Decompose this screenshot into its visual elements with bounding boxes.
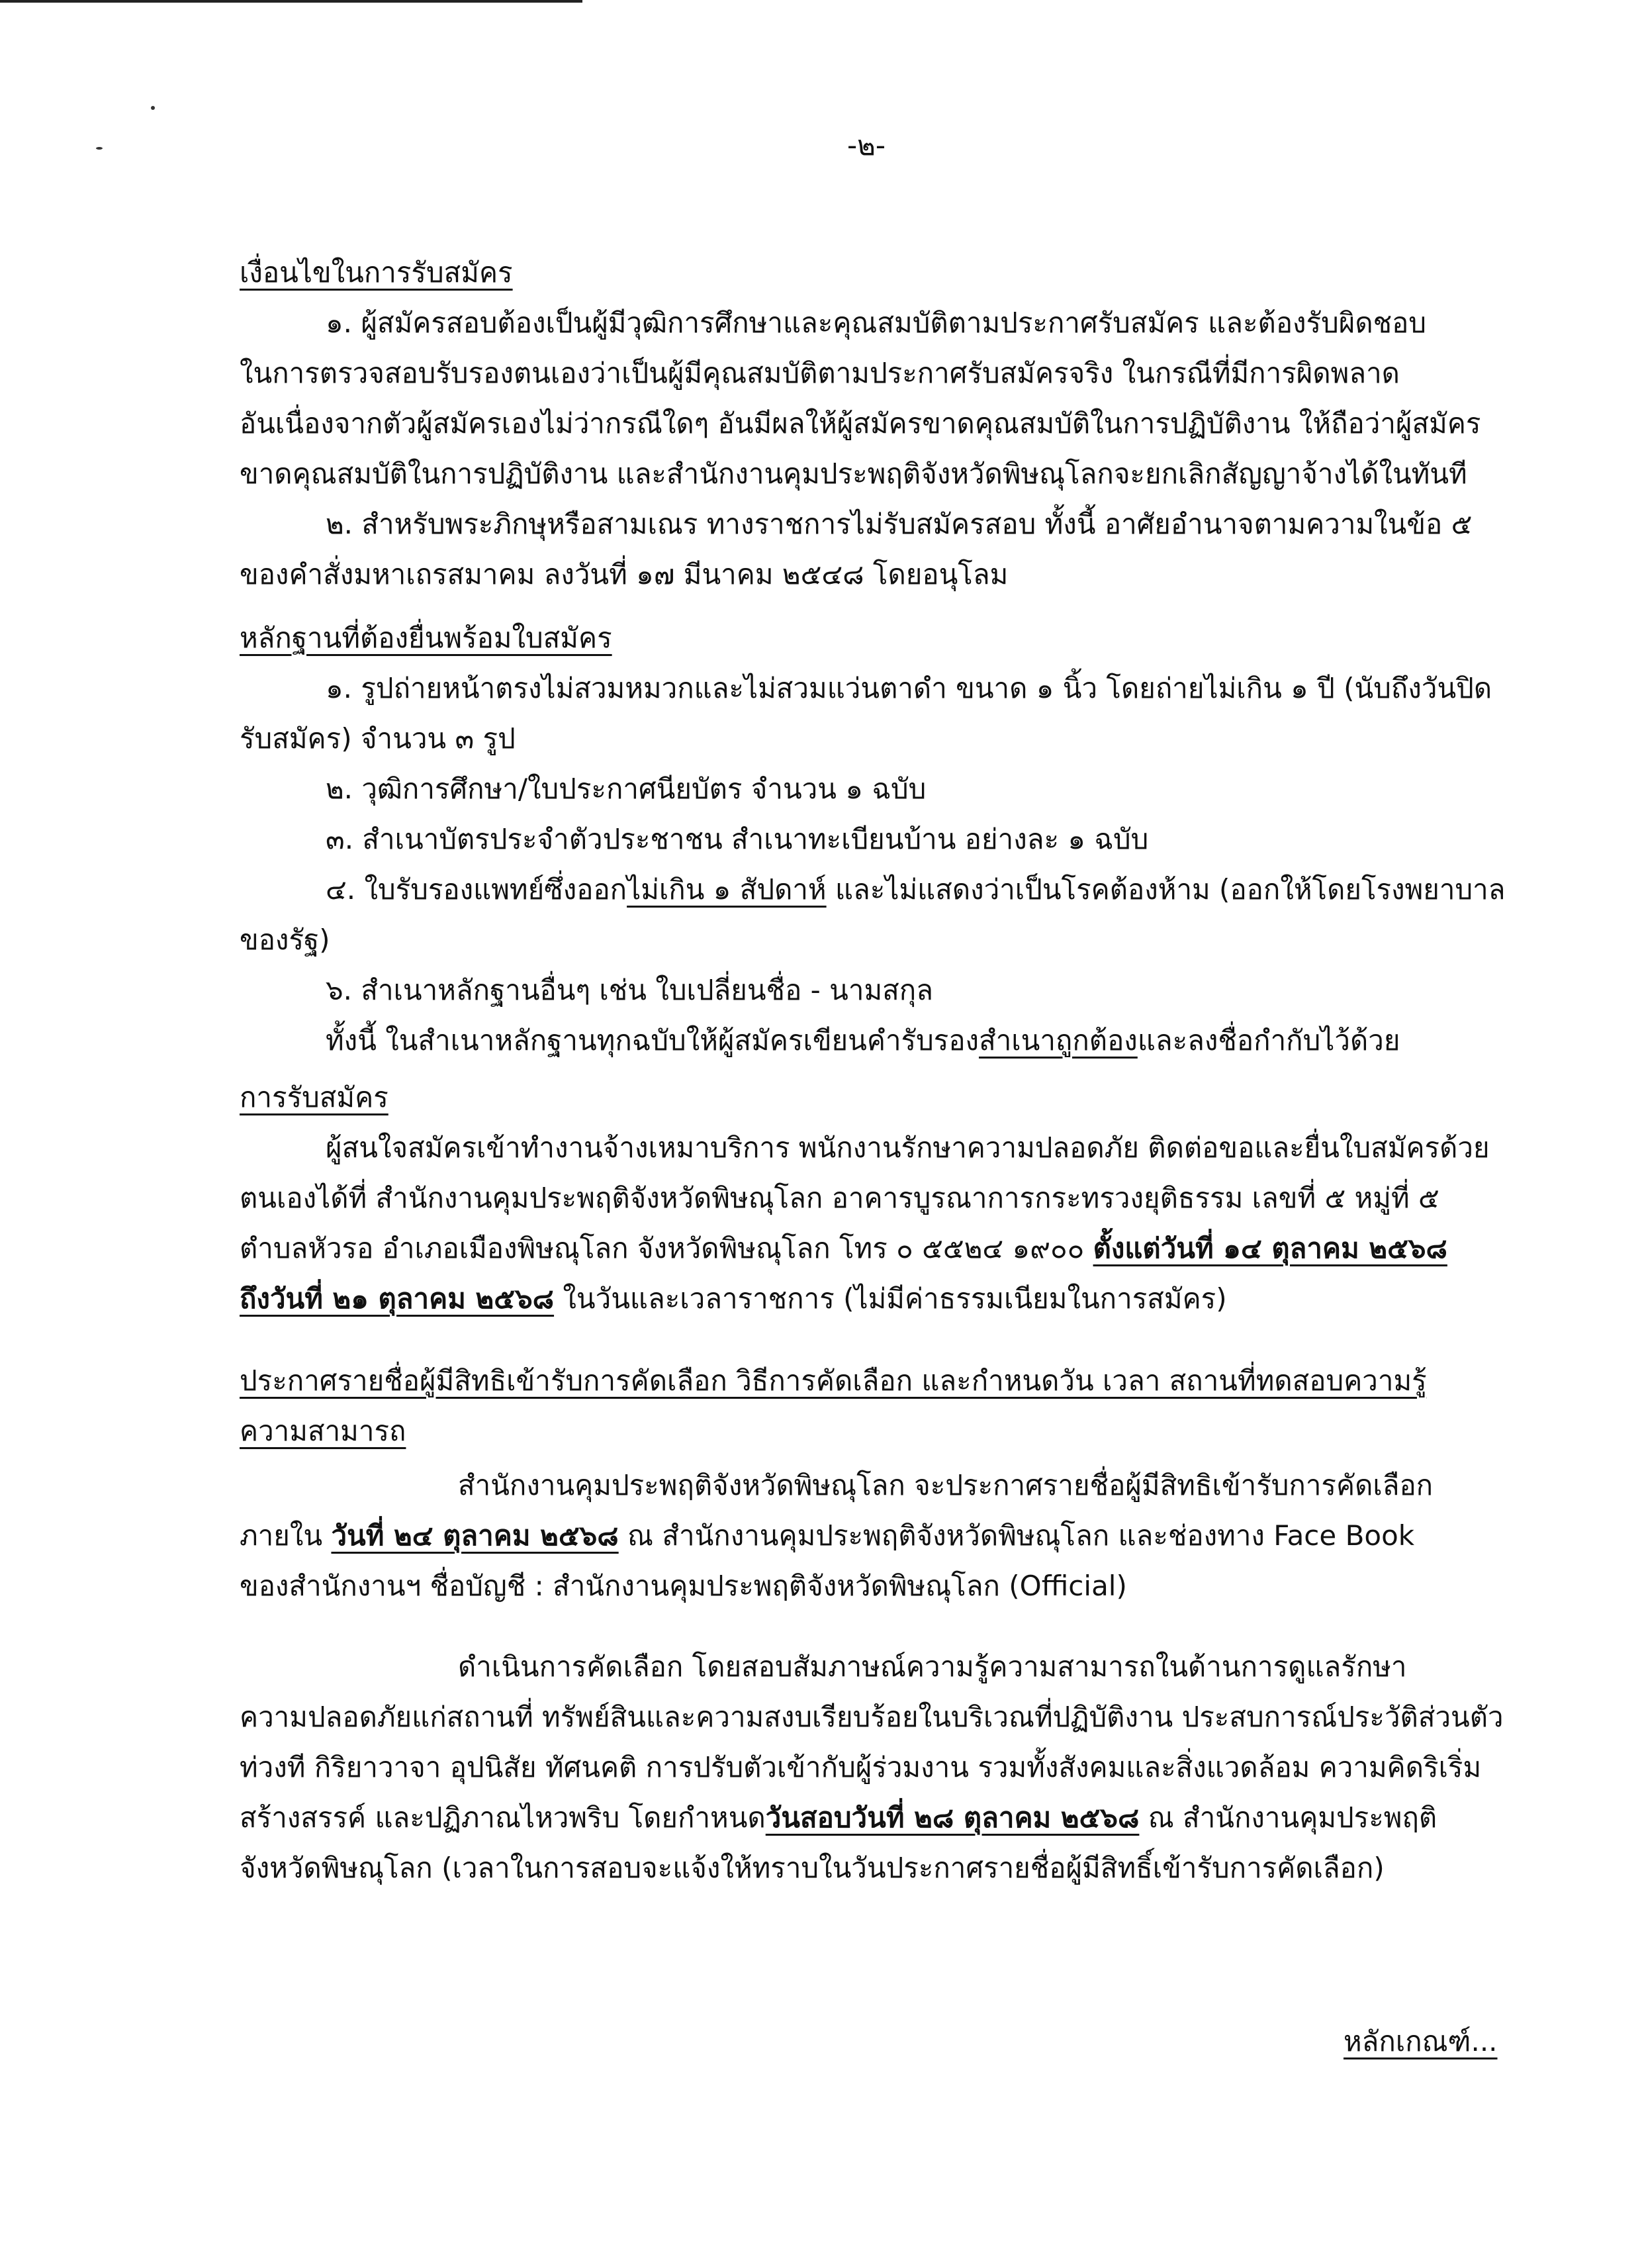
documents-item-4-pre: ๔. ใบรับรองแพทย์ซึ่งออก — [326, 873, 627, 906]
documents-item-2: ๒. วุฒิการศึกษา/ใบประกาศนียบัตร จำนวน ๑ ฉบับ — [326, 773, 927, 805]
conditions-line-2: ในการตรวจสอบรับรองตนเองว่าเป็นผู้มีคุณสมบัติตามประกาศรับสมัครจริง ในกรณีที่มีการผิดพลาด — [240, 357, 1400, 389]
documents-item-1-cont: รับสมัคร) จำนวน ๓ รูป — [240, 722, 516, 755]
application-line-4 — [240, 1283, 1227, 1315]
exam-date: วันสอบวันที่ ๒๘ ตุลาคม ๒๕๖๘ — [765, 1801, 1140, 1834]
announcement-p1-line-2-post: ณ สำนักงานคุมประพฤติจังหวัดพิษณุโลก และช่องทาง Face Book — [618, 1519, 1415, 1552]
application-end-date: ถึงวันที่ ๒๑ ตุลาคม ๒๕๖๘ — [240, 1282, 555, 1315]
page-number: -๒- — [847, 129, 886, 162]
documents-note — [326, 1025, 1400, 1057]
announcement-p2-line-4-pre: สร้างสรรค์ และปฏิภาณไหวพริบ โดยกำหนด — [240, 1801, 766, 1834]
announcement-p2-line-1: ดำเนินการคัดเลือก โดยสอบสัมภาษณ์ความรู้ความสามารถในด้านการดูแลรักษา — [458, 1650, 1407, 1683]
announcement-p2-line-2: ความปลอดภัยแก่สถานที่ ทรัพย์สินและความสงบเรียบร้อยในบริเวณที่ปฏิบัติงาน ประสบการณ์ประวัติส่วนตัว — [240, 1701, 1504, 1733]
announcement-p1-line-1: สำนักงานคุมประพฤติจังหวัดพิษณุโลก จะประกาศรายชื่อผู้มีสิทธิเข้ารับการคัดเลือก — [458, 1469, 1434, 1501]
heading-application: การรับสมัคร — [240, 1081, 388, 1113]
application-line-3-pre: ตำบลหัวรอ อำเภอเมืองพิษณุโลก จังหวัดพิษณุโลก โทร ๐ ๕๕๒๔ ๑๙๐๐ — [240, 1232, 1093, 1264]
announcement-p2-line-5: จังหวัดพิษณุโลก (เวลาในการสอบจะแจ้งให้ทราบในวันประกาศรายชื่อผู้มีสิทธิ์เข้ารับการคัดเลือก) — [240, 1852, 1385, 1884]
application-line-1: ผู้สนใจสมัครเข้าทำงานจ้างเหมาบริการ พนักงานรักษาความปลอดภัย ติดต่อขอและยื่นใบสมัครด้วย — [326, 1131, 1490, 1164]
heading-conditions: เงื่อนไขในการรับสมัคร — [240, 256, 513, 289]
application-start-date: ตั้งแต่วันที่ ๑๔ ตุลาคม ๒๕๖๘ — [1093, 1232, 1447, 1264]
application-line-2: ตนเองได้ที่ สำนักงานคุมประพฤติจังหวัดพิษณุโลก อาคารบูรณาการกระทรวงยุติธรรม เลขที่ ๕ หมู่ที่ ๕ — [240, 1182, 1439, 1214]
announcement-date: วันที่ ๒๔ ตุลาคม ๒๕๖๘ — [331, 1519, 619, 1552]
documents-item-4-post: และไม่แสดงว่าเป็นโรคต้องห้าม (ออกให้โดยโรงพยาบาล — [826, 873, 1506, 906]
announcement-p1-line-3: ของสำนักงานฯ ชื่อบัญชี : สำนักงานคุมประพฤติจังหวัดพิษณุโลก (Official) — [240, 1570, 1127, 1602]
scan-speck — [151, 106, 155, 110]
documents-item-6: ๖. สำเนาหลักฐานอื่นๆ เช่น ใบเปลี่ยนชื่อ - นามสกุล — [326, 974, 933, 1006]
conditions-line-5: ๒. สำหรับพระภิกษุหรือสามเณร ทางราชการไม่รับสมัครสอบ ทั้งนี้ อาศัยอำนาจตามความในข้อ ๕ — [326, 508, 1473, 540]
documents-item-4-cont: ของรัฐ) — [240, 923, 330, 956]
documents-item-1: ๑. รูปถ่ายหน้าตรงไม่สวมหมวกและไม่สวมแว่นตาดำ ขนาด ๑ นิ้ว โดยถ่ายไม่เกิน ๑ ปี (นับถึงวันปิด — [326, 672, 1492, 704]
documents-note-post: และลงชื่อกำกับไว้ด้วย — [1137, 1024, 1400, 1057]
documents-item-4 — [326, 874, 1505, 906]
conditions-line-3: อันเนื่องจากตัวผู้สมัครเองไม่ว่ากรณีใดๆ อันมีผลให้ผู้สมัครขาดคุณสมบัติในการปฏิบัติงาน ให้ถือว่าผู้สมัคร — [240, 407, 1481, 440]
announcement-p2-line-4-post: ณ สำนักงานคุมประพฤติ — [1139, 1801, 1437, 1834]
announcement-p1-line-2-pre: ภายใน — [240, 1519, 332, 1552]
scan-speck — [96, 147, 103, 150]
announcement-p2-line-3: ท่วงที กิริยาวาจา อุปนิสัย ทัศนคติ การปรับตัวเข้ากับผู้ร่วมงาน รวมทั้งสังคมและสิ่งแวดล้อม ความคิดริเริ่ม — [240, 1751, 1482, 1783]
documents-item-3: ๓. สำเนาบัตรประจำตัวประชาชน สำเนาทะเบียนบ้าน อย่างละ ๑ ฉบับ — [326, 823, 1149, 855]
documents-note-pre: ทั้งนี้ ในสำเนาหลักฐานทุกฉบับให้ผู้สมัครเขียนคำรับรอง — [326, 1024, 979, 1057]
heading-documents: หลักฐานที่ต้องยื่นพร้อมใบสมัคร — [240, 622, 612, 654]
application-line-4-post: ในวันและเวลาราชการ (ไม่มีค่าธรรมเนียมในการสมัคร) — [554, 1282, 1227, 1315]
application-line-3 — [240, 1233, 1447, 1264]
documents-item-4-underlined: ไม่เกิน ๑ สัปดาห์ — [627, 873, 827, 906]
conditions-line-4: ขาดคุณสมบัติในการปฏิบัติงาน และสำนักงานคุมประพฤติจังหวัดพิษณุโลกจะยกเลิกสัญญาจ้างได้ในทันที — [240, 457, 1467, 490]
documents-note-underlined: สำเนาถูกต้อง — [979, 1024, 1138, 1057]
conditions-line-1: ๑. ผู้สมัครสอบต้องเป็นผู้มีวุฒิการศึกษาและคุณสมบัติตามประกาศรับสมัคร และต้องรับผิดชอบ — [326, 307, 1427, 339]
next-page-marker: หลักเกณฑ์... — [1344, 2025, 1498, 2057]
heading-announcement: ประกาศรายชื่อผู้มีสิทธิเข้ารับการคัดเลือก วิธีการคัดเลือก และกำหนดวัน เวลา สถานที่ทดสอบความรู้ — [240, 1364, 1427, 1397]
announcement-p1-line-2 — [240, 1520, 1414, 1552]
heading-announcement-cont: ความสามารถ — [240, 1415, 406, 1447]
conditions-line-6: ของคำสั่งมหาเถรสมาคม ลงวันที่ ๑๗ มีนาคม ๒๕๔๘ โดยอนุโลม — [240, 558, 1009, 591]
scan-artifact-line — [0, 0, 582, 3]
announcement-p2-line-4 — [240, 1802, 1437, 1834]
